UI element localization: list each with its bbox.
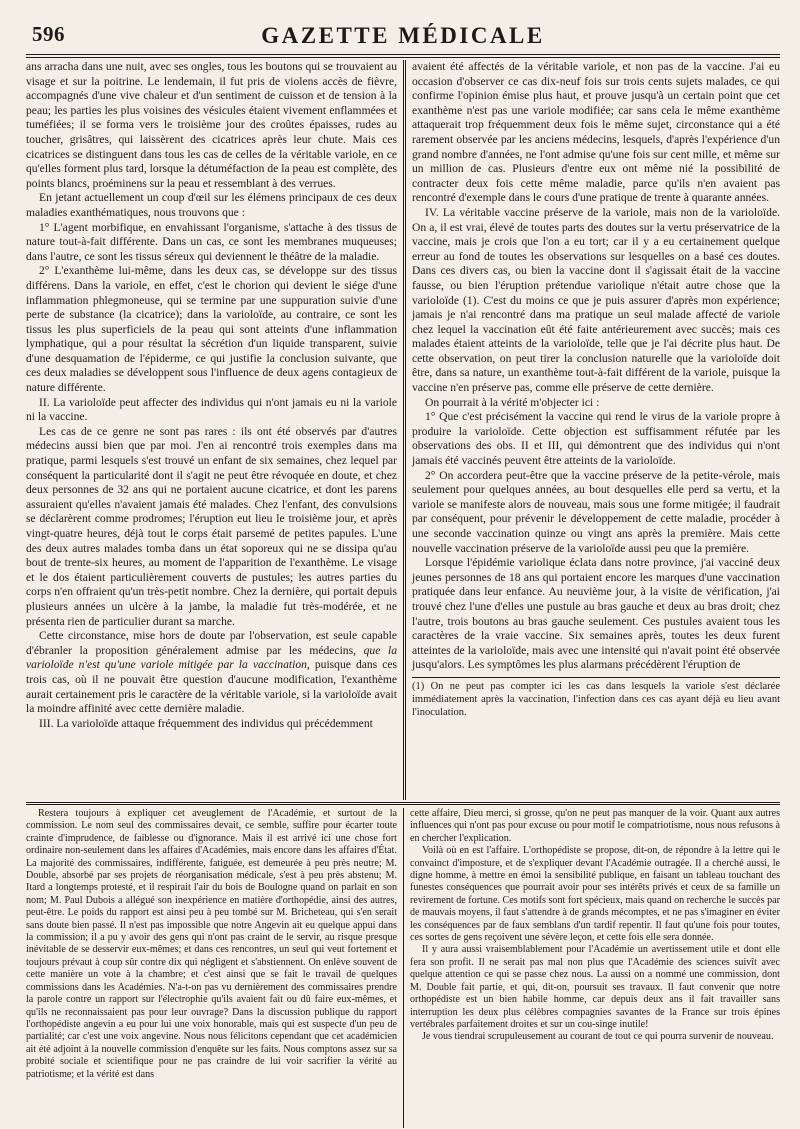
footnote: (1) On ne peut pas compter ici les cas dans lesquels la variole s'est déclarée immédiatement après la vaccination, l'infection dans ces cas ayant déjà eu lieu avant l'inoculation. bbox=[412, 680, 780, 718]
section-heading-iii: III. La varioloïde attaque fréquemment des individus qui précédemment bbox=[39, 716, 373, 730]
article-paragraph: ans arracha dans une nuit, avec ses ongles, tous les boutons qui se trouvaient au visage et sur la poitrine. Le lendemain, il fut pris de violens accès de fièvre, accompagnés d'une vive chaleur et d'un sentiment de cuisson et de tension à la peau; les parties les plus voisines des vésicules étaient vivement enflammées et tuméfiées; il se forma vers le troisième jour des croûtes épaisses, rudes au toucher, grisâtres, qui laissèrent des cicatrices après leur chute. Mais ces cicatrices se distinguent dans tous les cas de celles de la véritable variole, en ce qu'elles forment plus tard, lorsque la détuméfaction de la peau est complète, des points blancs, proéminens sur la peau et ressemblant à des verrues. bbox=[26, 60, 397, 190]
article-paragraph: 1° L'agent morbifique, en envahissant l'organisme, s'attache à des tissus de nature tout-à-fait différente. Dans un cas, ce sont les membranes muqueuses; dans l'autre, ce sont les tissus séreux qui deviennent le théâtre de la maladie. bbox=[26, 220, 397, 263]
article-text: Cette circonstance, mise hors de doute par l'observation, est seule capable d'ébranler la proposition généralement admise par les médecins, bbox=[26, 629, 397, 657]
article-text: puisque dans ces trois cas, où il ne pouvait être question d'aucune modification, l'exanthème aurait certainement pris le caractère de la véritable variole, si la varioloïde avait la moindre affinité avec cette dernière maladie. bbox=[26, 658, 398, 716]
article-paragraph: Les cas de ce genre ne sont pas rares : ils ont été observés par d'autres médecins aussi bien que par moi. J'en ai rencontré trois exemples dans ma pratique, parmi lesquels s'est trouvé un enfant de six semaines, chez lequel par conséquent la particularité dont il s'agit ne peut être révoquée en doute, et chez deux personnes de 32 ans qui ne portaient aucune cicatrice, et dont les parens assuraient qu'elles n'avaient jamais été malades. Chez l'enfant, des convulsions se déclarèrent comme prodromes; l'éruption eut lieu le troisième jour, et après vingt-quatre heures, déjà tout le corps était parsemé de petites papules. L'une des deux autres malades tomba dans un état soporeux qui ne se dissipa qu'au bout de trente-six heures, au moment de l'apparition de l'exanthème. Le visage et le dos étaient particulièrement couverts de pustules; les autres parties du corps n'en offraient qu'un très-petit nombre. Chez la dernière, qui portait depuis plusieurs années un ulcère à la jambe, la maladie fut très-modérée, et ne présenta rien de particulier durant sa marche. bbox=[26, 424, 397, 628]
feuilleton-rule bbox=[26, 802, 780, 805]
article-column-left bbox=[26, 60, 403, 800]
main-article bbox=[26, 60, 780, 800]
article-column-right bbox=[403, 60, 780, 800]
feuilleton bbox=[26, 808, 780, 1128]
article-paragraph: 2° L'exanthème lui-même, dans les deux cas, se développe sur des tissus différens. Dans la variole, en effet, c'est le chorion qui devient le siége d'une inflammation phlegmoneuse, qui se termine par une suppuration suivie d'une perte de substance (la cicatrice); dans la varioloïde, au contraire, ce sont les tissus les plus superficiels de la peau qui sont atteints d'une inflammation lymphatique, qui a pour résultat la sécrétion d'un liquide transparent, suivie d'une desquamation de l'épiderme, ce qui justifie la conclusion suivante, que ces deux maladies se développent sous l'influence de deux agens contagieux de nature différente. bbox=[26, 264, 397, 395]
feuilleton-column-left bbox=[26, 808, 403, 1128]
article-paragraph bbox=[26, 629, 397, 717]
article-paragraph: Lorsque l'épidémie variolique éclata dans notre province, j'ai vacciné deux jeunes personnes de 18 ans qui portaient encore les marques d'une vaccination pratiquée dans leur enfance. Au neuvième jour, à la visite de vérification, j'ai trouvé chez l'une d'elles une pustule au bras gauche et deux au bras droit; chez l'autre, trois boutons au bras gauche seulement. Ces pustules avaient tous les caractères de la vraie vaccine. Six semaines après, toutes les deux furent atteintes de la varioloïde, mais avec une intensité qui n'avait point été observée jusqu'alors. Les symptômes les plus alarmans précédèrent l'éruption de bbox=[412, 556, 780, 672]
feuilleton-column-right bbox=[403, 808, 780, 1128]
section-heading-iv: IV. La véritable vaccine préserve de la variole, mais non de la varioloïde. On a, il est vrai, élevé de toutes parts des doutes sur la vertu préservatrice de la vaccine, mais je crois que l'on a eu tort; car il y a eu certainement quelque erreur au fond de toutes les observations sur lesquelles on a basé ces doutes. Dans ces divers cas, ou bien la vaccine dont il s'agissait était de la vaccine fausse, ou bien l'éruption prétendue variolique n'était autre chose que la varioloïde (1). C'est du moins ce que je puis assurer d'après mon expérience; jamais je n'ai rencontré dans ma pratique un seul malade affecté de variole chez lequel la vaccination eût été faite antérieurement avec succès; mais ces malades étaient atteints de la varioloïde, telle que je l'ai décrite plus haut. De cette observation, on peut tirer la conclusion naturelle que la varioloïde doit être, dans sa nature, un exanthème tout-à-fait différent de la variole, puisque la vaccine n'en préserve pas, comme elle préserve de cette dernière. bbox=[412, 205, 780, 395]
footnote-rule bbox=[412, 677, 780, 678]
page-number: 596 bbox=[32, 22, 65, 46]
article-paragraph: avaient été affectés de la véritable variole, et non pas de la vaccine. J'ai eu occasion d'observer ce cas dix-neuf fois sur trois cents sujets malades, ce qui confirme l'opinion émise plus haut, et prouve jusqu'à un certain point que cet exanthème n'est pas une variole modifiée; car sans cela le même exanthème attaquerait trop fréquemment deux fois le même sujet, circonstance qui a été rarement observée par les anciens médecins, lesquels, d'après l'expérience d'un grand nombre d'années, ne l'ont admise qu'une fois sur cent mille, et même sur un million de cas. Plusieurs d'entre eux ont même nié la possibilité de contracter deux fois cette même maladie, parce qu'ils n'en avaient pas rencontré d'exemple dans le cours d'une pratique de trente à quarante années. bbox=[412, 60, 780, 205]
feuilleton-paragraph: cette affaire, Dieu merci, si grosse, qu'on ne peut pas manquer de la voir. Quant aux autres influences qui n'ont pas pour excuse ou pour motif le compatriotisme, nous nous refusons à en chercher l'explication. bbox=[410, 808, 780, 844]
italic-proposition: que la varioloïde n'est qu'une variole mitigée par la vaccination, bbox=[26, 643, 397, 672]
feuilleton-paragraph: Voilà où en est l'affaire. L'orthopédiste se propose, dit-on, de répondre à la lettre qui le convainct d'imposture, et de s'expliquer devant l'Académie outragée. Il a cherché aussi, le digne homme, à mettre en émoi la sensibilité publique, en faisant un tableau touchant des funestes conséquences que pourrait avoir pour ses intérêts privés et ceux de sa famille un revirement de fortune. Ces motifs sont fort spécieux, mais quand on recherche le succès par de mauvais moyens, il faut s'attendre à de grands mécomptes, et ne pas s'imaginer en éviter les conséquences par de faux semblans d'un tardif repentir. Il faut qu'une fois pour toutes, ces sortes de gens reçoivent une sévère leçon, et cette fois elle sera donnée. bbox=[410, 845, 780, 944]
feuilleton-paragraph: Je vous tiendrai scrupuleusement au courant de tout ce qui pourra survenir de nouveau. bbox=[422, 1031, 774, 1043]
feuilleton-paragraph: Il y aura aussi vraisemblablement pour l'Académie un avertissement utile et dont elle fera son profit. Il ne serait pas mal non plus que l'Académie des sciences suivît avec quelque attention ce qui se passe chez nous. La aussi on a nommé une commission, dont M. Double fait partie, et qui, dit-on, poursuit ses travaux. Il faut convenir que notre orthopédiste est un bien habile homme, car depuis deux ans il fait travailler sans interruption les deux plus célèbres compagnies savantes de la France sur trois épines vertébrales parfaitement droites et sur un cou-singe inutile! bbox=[410, 944, 780, 1030]
masthead bbox=[26, 14, 780, 52]
article-paragraph: En jetant actuellement un coup d'œil sur les élémens principaux de ces deux maladies exanthématiques, nous trouvons que : bbox=[26, 191, 397, 219]
article-paragraph: 2° On accordera peut-être que la vaccine préserve de la petite-vérole, mais seulement pour quelques années, au bout desquelles elle perd sa vertu, et la variole se manifeste alors de nouveau, mais sous une forme mitigée; il faudrait par conséquent, pour prévenir le développement de cette maladie, procéder à une seconde vaccination quinze ou vingt ans après la première. Mais cette nouvelle vaccination préserve de la varioloïde aussi peu que la première. bbox=[412, 468, 780, 555]
article-paragraph: 1° Que c'est précisément la vaccine qui rend le virus de la variole propre à produire la varioloïde. Cette objection est suffisamment réfutée par les observations des obs. II et III, qui démontrent que des individus qui n'ont jamais été vaccinés peuvent être atteints de la varioloïde. bbox=[412, 410, 780, 468]
journal-title: GAZETTE MÉDICALE bbox=[261, 23, 545, 48]
section-heading-ii: II. La varioloïde peut affecter des individus qui n'ont jamais eu ni la variole ni la vaccine. bbox=[26, 395, 397, 424]
article-paragraph: On pourrait à la vérité m'objecter ici : bbox=[425, 395, 600, 409]
header-rule bbox=[26, 54, 780, 58]
feuilleton-paragraph: Restera toujours à expliquer cet aveuglement de l'Académie, et surtout de la commission. Le nom seul des commissaires devait, ce semble, suffire pour écarter toute crainte d'imprudence, de faiblesse ou d'ignorance. Mais il est arrivé ici une chose fort ordinaire non-seulement dans les affaires d'Académies, mais encore dans les affaires d'État. La majorité des commissaires, indifférente, fatiguée, est demeurée à peu près neutre; M. Double, absorbé par ses projets de réorganisation médicale, s'est à peu près abstenu; M. Itard a longtemps protesté, et il respirait l'air du bois de Boulogne quand on parlait en son nom; M. Paul Dubois a allégué son inexpérience en matière d'orthopédie, ainsi des autres, peut-être. Le poids du rapport est ainsi peu à peu tombé sur M. Bricheteau, qui s'en serait sans doute bien passé. Il n'est pas impossible que notre Angevin ait eu quelque appui dans la commission; il a pu y avoir des gens qui n'ont pas craint de le servir, au risque presque inévitable de se desservir eux-mêmes; et dans ces rencontres, un seul qui veut fortement et toujours prévaut à coup sûr contre dix qui négligent et s'abstiennent. On enlève souvent de cette manière un vote à la chambre; et c'est ainsi que se fait le travail de quelques commissions dans les Académies. N'a-t-on pas vu dernièrement des commissaires prendre la parole contre un rapport sur l'électrophie qu'ils avaient fait ou dû faire eux-mêmes, et qu'ils ne reconnaissaient pas pour leur ouvrage? Dans la discussion publique du rapport l'orthopédiste angevin a eu pour lui une voix honorable, mais qui est suspecte d'un peu de partialité; car c'est une voix angevine. Nous nous félicitons cependant que cet académicien ait été adjoint à la nouvelle commission d'enquête sur les faits. Nous comptons assez sur sa probité sociale et scientifique pour ne pas craindre de lui voir sacrifier la vérité au patriotisme; et la vérité est dans bbox=[26, 808, 397, 1080]
